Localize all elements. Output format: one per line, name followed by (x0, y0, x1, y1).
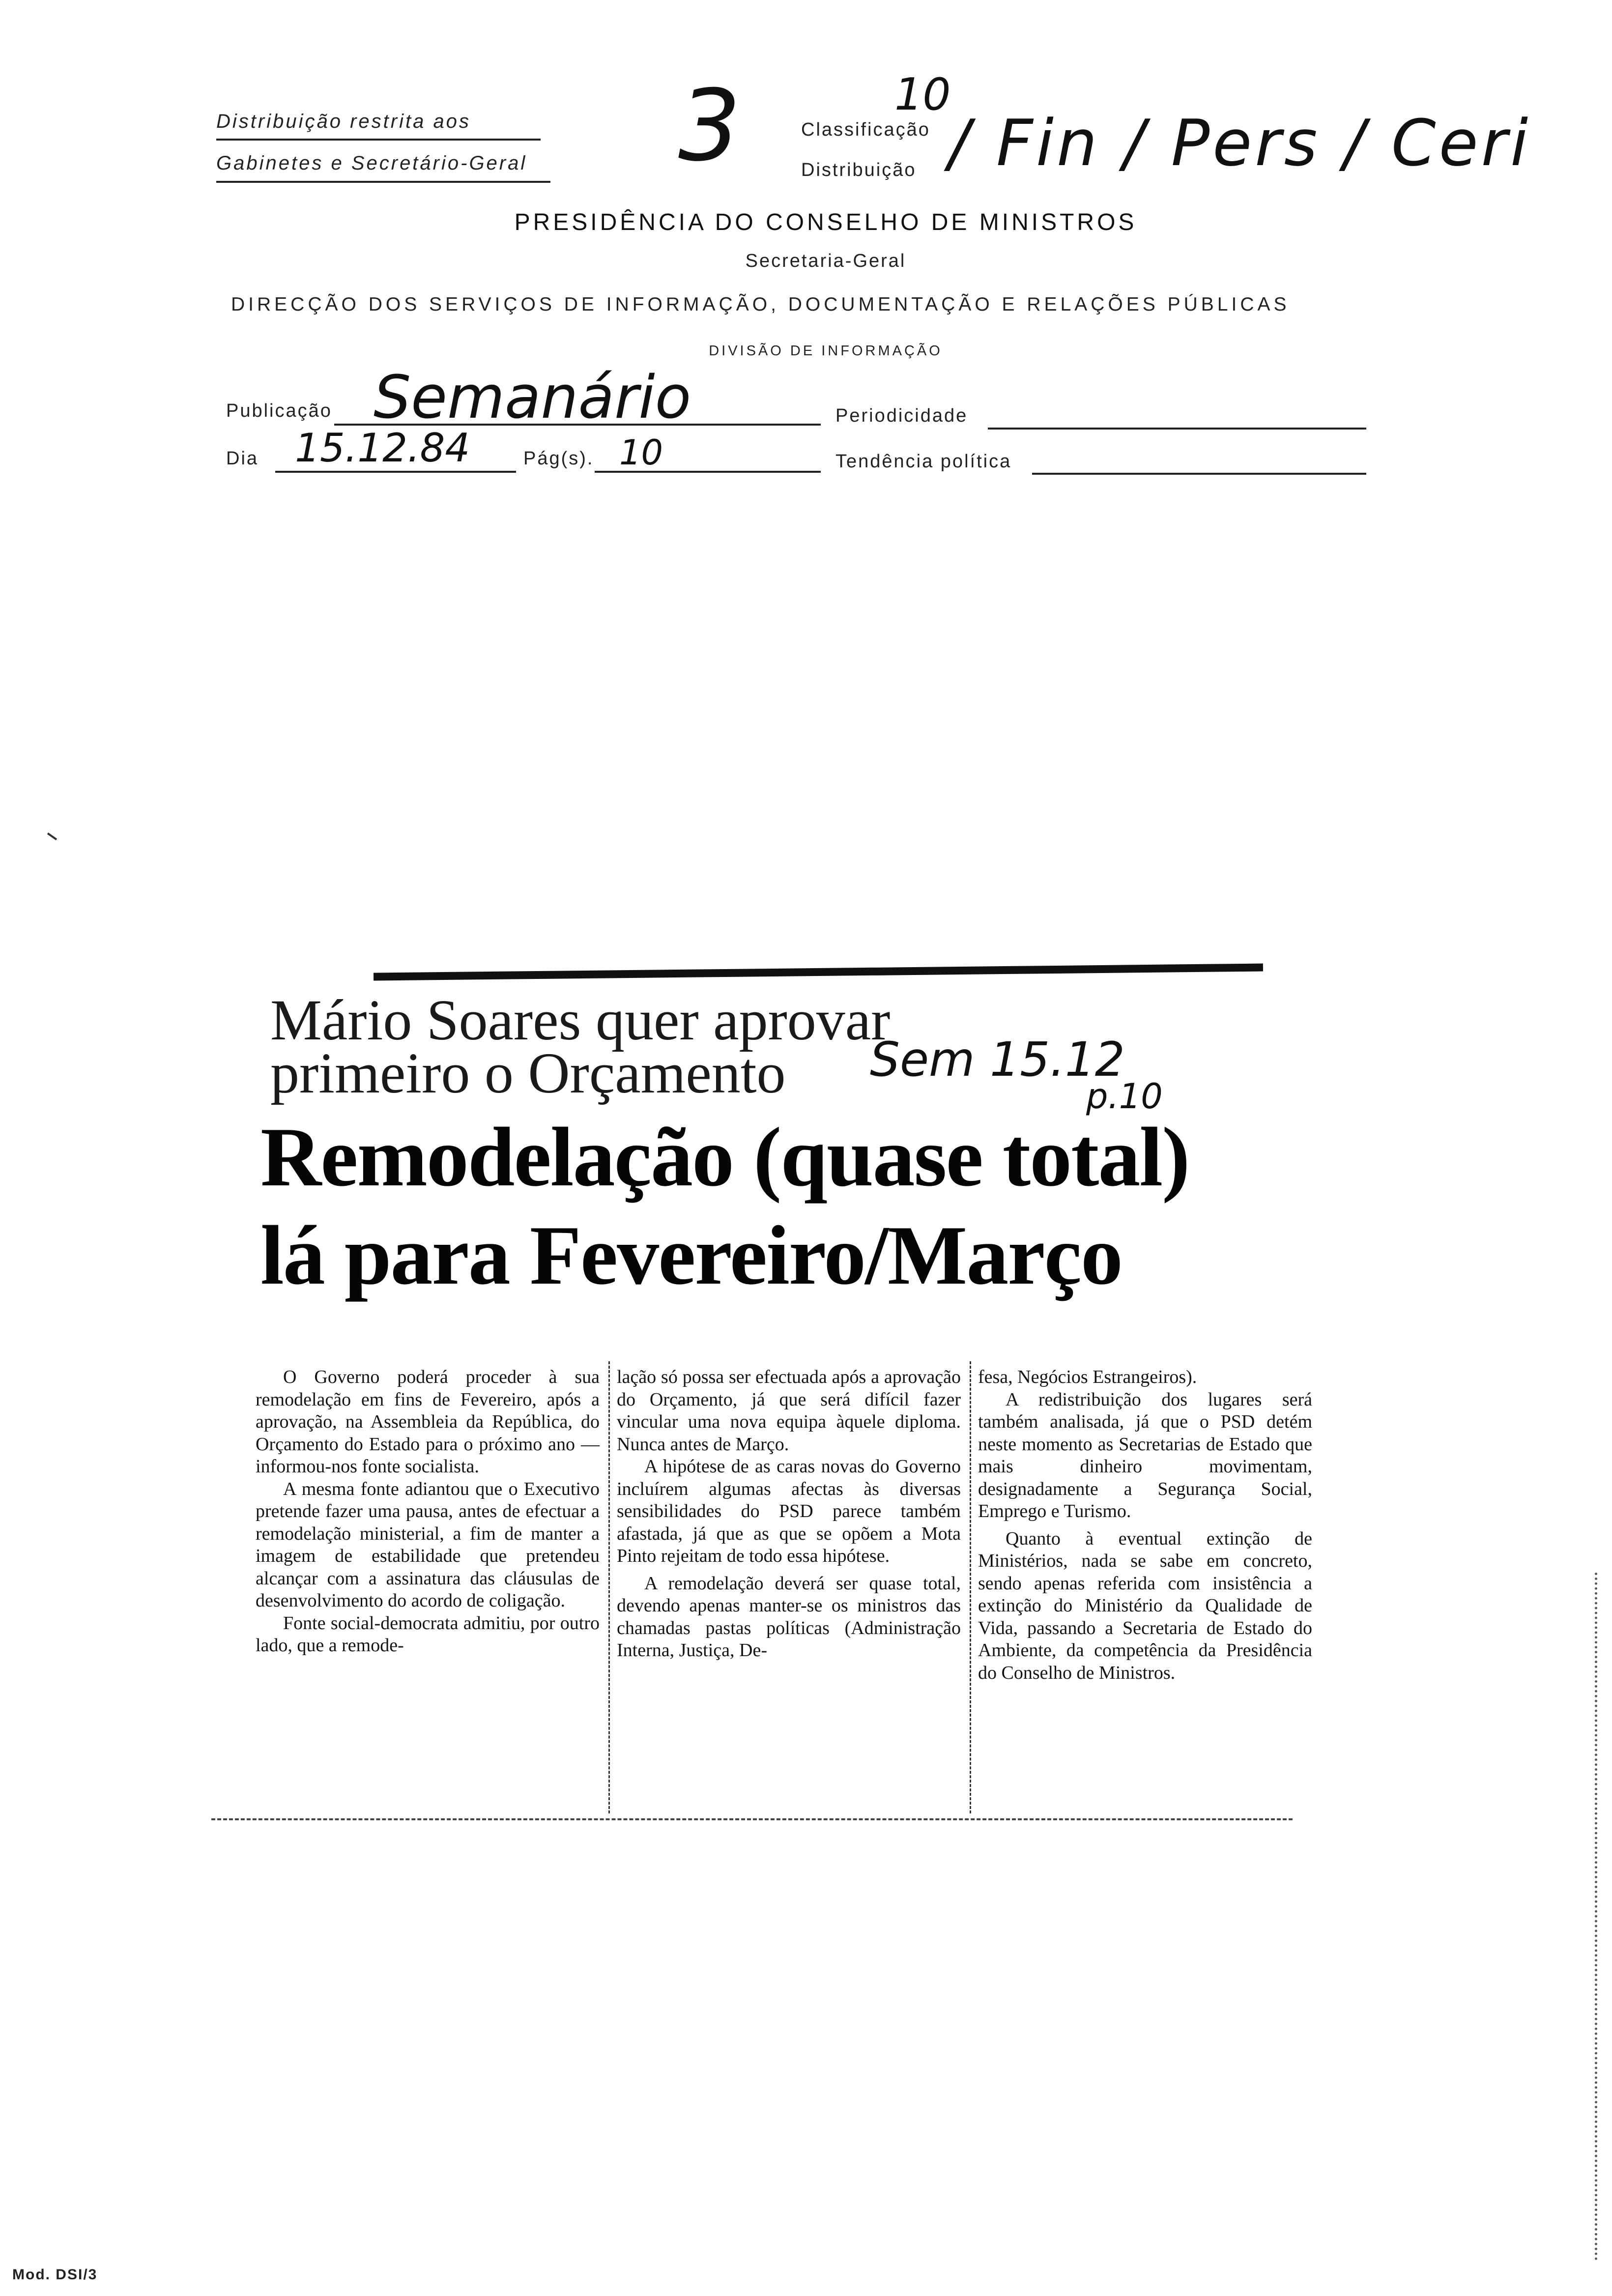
clipping-headline-line2: lá para Fevereiro/Março (260, 1209, 1122, 1302)
column1-paragraph: A mesma fonte adiantou que o Executivo pretende fazer uma pausa, antes de efectuar a remodelação ministerial, a fim de manter a imagem de estabilidade que pretendeu alcançar com a assinatura das cláusulas de desenvolvimento do acordo de coligação. (256, 1478, 600, 1611)
distribution-underline-2 (216, 181, 550, 183)
pages-label: Pág(s). (523, 448, 594, 469)
periodicity-label: Periodicidade (835, 405, 968, 426)
directorate-title: DIRECÇÃO DOS SERVIÇOS DE INFORMAÇÃO, DOCUMENTAÇÃO E RELAÇÕES PÚBLICAS (231, 294, 1290, 315)
clipping-handwritten-note: Sem 15.12 (870, 1032, 1125, 1087)
publication-value: Semanário (374, 364, 691, 432)
clipping-top-rule (374, 964, 1263, 981)
column2-paragraph: A hipótese de as caras novas do Governo incluírem algumas afectas às diversas sensibilidades do PSD parece também afastada, já que as que se opõem a Mota Pinto rejeitam de todo essa hipótese. (617, 1456, 961, 1566)
distribution-label: Distribuição (801, 160, 917, 180)
institution-title: PRESIDÊNCIA DO CONSELHO DE MINISTROS (514, 209, 1137, 235)
handwritten-classification: 10 (894, 69, 951, 120)
clipping-kicker-line2: primeiro o Orçamento (270, 1041, 786, 1105)
column1-paragraph: O Governo poderá proceder à sua remodelação em fins de Fevereiro, após a aprovação, na Assembleia da República, do Orçamento do Estado para o próximo ano — informou-nos fonte socialista. (256, 1367, 600, 1477)
scan-edge-dots (1595, 1573, 1597, 2261)
article-column-1 (256, 1366, 600, 1657)
clipping-bottom-edge (211, 1818, 1293, 1820)
distribution-underline-1 (216, 139, 541, 141)
tendency-label: Tendência política (835, 451, 1012, 472)
scan-mark (47, 832, 57, 840)
newspaper-clipping (211, 963, 1312, 1848)
model-code: Mod. DSI/3 (12, 2267, 98, 2283)
day-value: 15.12.84 (295, 425, 470, 471)
publication-label: Publicação (226, 401, 332, 421)
handwritten-distribution: / Fin / Pers / Ceri (949, 106, 1531, 180)
division-title: DIVISÃO DE INFORMAÇÃO (709, 343, 943, 359)
day-field-line (275, 471, 516, 473)
distribution-restricted-line2: Gabinetes e Secretário-Geral (216, 152, 527, 174)
column2-paragraph: lação só possa ser efectuada após a aprovação do Orçamento, já que será difícil fazer vincular uma nova equipa àquele diploma. Nunca antes de Março. (617, 1367, 961, 1455)
clipping-headline-line1: Remodelação (quase total) (260, 1111, 1189, 1204)
article-column-2 (617, 1366, 961, 1662)
periodicity-field-line (988, 428, 1366, 430)
clipping-handwritten-note2: p.10 (1086, 1076, 1163, 1117)
tendency-field-line (1032, 473, 1366, 475)
handwritten-number: 3 (678, 69, 741, 183)
column2-paragraph: A remodelação deverá ser quase total, devendo apenas manter-se os ministros das chamadas pastas políticas (Administração Interna, Justiça, De- (617, 1573, 961, 1661)
classification-label: Classificação (801, 119, 930, 140)
article-column-3 (978, 1366, 1312, 1684)
column3-paragraph: A redistribuição dos lugares será também analisada, já que o PSD detém neste momento as Secretarias de Estado que mais dinheiro movimentam, designadamente a Segurança Social, Emprego e Turismo. (978, 1389, 1312, 1521)
pages-value: 10 (619, 432, 663, 473)
column-divider-2 (970, 1361, 973, 1813)
secretariat-title: Secretaria-Geral (745, 251, 906, 271)
clipping-kicker-line1: Mário Soares quer aprovar (270, 988, 891, 1052)
column1-paragraph: Fonte social-democrata admitiu, por outro lado, que a remode- (256, 1612, 600, 1656)
distribution-restricted-line1: Distribuição restrita aos (216, 111, 471, 132)
column3-paragraph: fesa, Negócios Estrangeiros). (978, 1367, 1197, 1387)
column3-paragraph: Quanto à eventual extinção de Ministérios, nada se sabe em concreto, sendo apenas referida com insistência a extinção do Ministério da Qualidade de Vida, passando a Secretaria de Estado do Ambiente, da competência da Presidência do Conselho de Ministros. (978, 1528, 1312, 1683)
column-divider-1 (608, 1361, 611, 1813)
day-label: Dia (226, 448, 259, 469)
